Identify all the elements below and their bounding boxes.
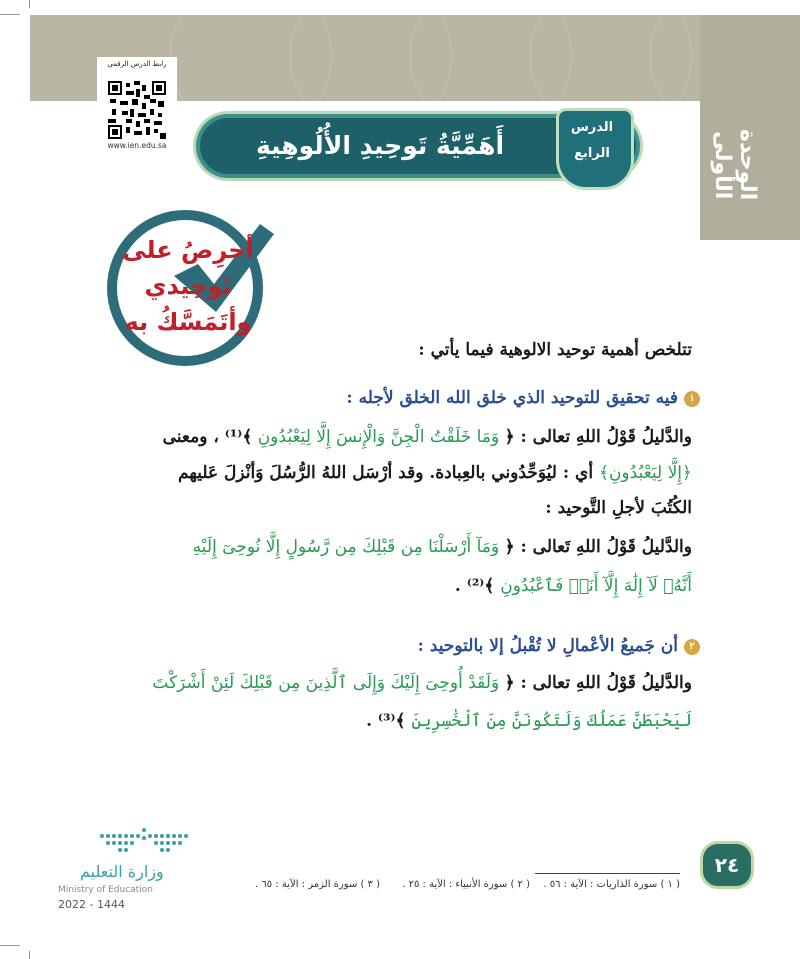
quran-verse: ﴿إِلَّا لِيَعْبُدُونِ﴾ bbox=[598, 463, 692, 483]
quran-verse: وَلَقَدْ أُوحِىَ إِلَيْكَ وَإِلَى ٱلَّذِينَ مِن قَبْلِكَ لَئِنْ أَشْرَكْتَ bbox=[152, 673, 505, 693]
point-heading bbox=[418, 636, 700, 656]
lesson-title: أَهَمِّيَّةُ تَوحِيدِ الأُلُوهِيةِ bbox=[255, 131, 505, 160]
qr-code-icon[interactable] bbox=[108, 81, 166, 139]
quran-verse: لَيَحْبَطَنَّ عَمَلُكَ وَلَتَكُونَنَّ مِنَ ٱلْخَٰسِرِينَ bbox=[411, 711, 692, 731]
crop-mark bbox=[29, 951, 30, 959]
point-heading-text: أن جَميعُ الأعْمالِ لا تُقْبلُ إلا بالتوحيد : bbox=[417, 636, 678, 656]
footnote: ( ٣ ) سورة الزمر : الآية : ٦٥ . bbox=[255, 879, 380, 890]
body-line bbox=[193, 536, 692, 557]
footnote-divider bbox=[535, 873, 680, 874]
evidence-prefix: والدَّليلُ قَوْلُ اللهِ تعالى : ﴿ bbox=[504, 673, 692, 693]
quran-verse: أَنَّهُۥ لَآ إِلَٰهَ إِلَّآ أَنَا۠ فَٱعْبُدُونِ bbox=[500, 576, 692, 596]
point-number: ١ bbox=[684, 391, 700, 407]
footnote: ( ١ ) سورة الذاريات : الآية : ٥٦ . bbox=[543, 879, 680, 890]
intro-text: تتلخص أهمية توحيد الالوهية فيما يأتي : bbox=[418, 340, 692, 360]
crop-mark bbox=[29, 0, 30, 8]
quran-verse: وَمَآ أَرْسَلْنَا مِن قَبْلِكَ مِن رَّسُولٍ إِلَّا نُوحِىٓ إِلَيْهِ bbox=[192, 537, 505, 557]
body-line bbox=[455, 575, 692, 596]
lesson-badge-label: الدرس bbox=[570, 120, 614, 135]
body-line bbox=[163, 426, 692, 447]
body-line bbox=[366, 710, 692, 731]
point-number: ٢ bbox=[684, 639, 700, 655]
lesson-badge-number: الرابع bbox=[574, 146, 610, 161]
motto-line: أحرِصُ على bbox=[122, 236, 254, 264]
body-line bbox=[178, 462, 692, 483]
evidence-prefix: والدَّليلُ قَوْلُ اللهِ تَعالى : ﴿ bbox=[504, 537, 692, 557]
point-heading bbox=[346, 388, 700, 408]
evidence-prefix: والدَّليلُ قَوْلُ اللهِ تعالى : ﴿ bbox=[504, 427, 692, 447]
unit-label: الوحدة الأولى bbox=[710, 129, 760, 201]
quran-verse: وَمَا خَلَقْتُ الْجِنَّ وَالْإِنسَ إِلَّا لِيَعْبُدُونِ bbox=[252, 427, 505, 447]
crop-mark bbox=[0, 14, 20, 15]
motto-text bbox=[118, 232, 258, 340]
ministry-name-ar: وزارة التعليم bbox=[80, 862, 164, 881]
evidence-suffix: ﴾⁽³⁾ . bbox=[366, 711, 412, 731]
page-number: ٢٤ bbox=[700, 841, 754, 889]
ministry-name-en: Ministry of Education bbox=[58, 885, 153, 895]
evidence-suffix: ﴾⁽¹⁾ ، ومعنى bbox=[162, 427, 253, 447]
crop-mark bbox=[0, 945, 20, 946]
qr-url[interactable]: www.ien.edu.sa bbox=[107, 141, 167, 150]
footnote: ( ٢ ) سورة الأنبياء : الآية : ٢٥ . bbox=[402, 879, 530, 890]
ministry-logo-icon bbox=[96, 826, 192, 858]
body-line: الكُتُبَ لأجلِ التَّوحيد : bbox=[545, 498, 692, 518]
motto-line: وأتَمَسَّكُ به bbox=[124, 308, 252, 336]
evidence-suffix: ﴾⁽²⁾ . bbox=[454, 576, 501, 596]
point-heading-text: فيه تحقيق للتوحيد الذي خلق الله الخلق لأجله : bbox=[346, 388, 678, 408]
qr-label: رابط الدرس الرقمي bbox=[107, 60, 167, 68]
edition-year: 2022 - 1444 bbox=[58, 898, 125, 911]
body-text: أي : ليُوَحِّدُوني بالعِبادة. وقد أرْسَل اللهُ الرُّسُلَ وَأنْزلَ عَليهم bbox=[178, 463, 599, 483]
motto-line: تَوحِيدي bbox=[144, 272, 232, 300]
body-line bbox=[152, 672, 692, 693]
